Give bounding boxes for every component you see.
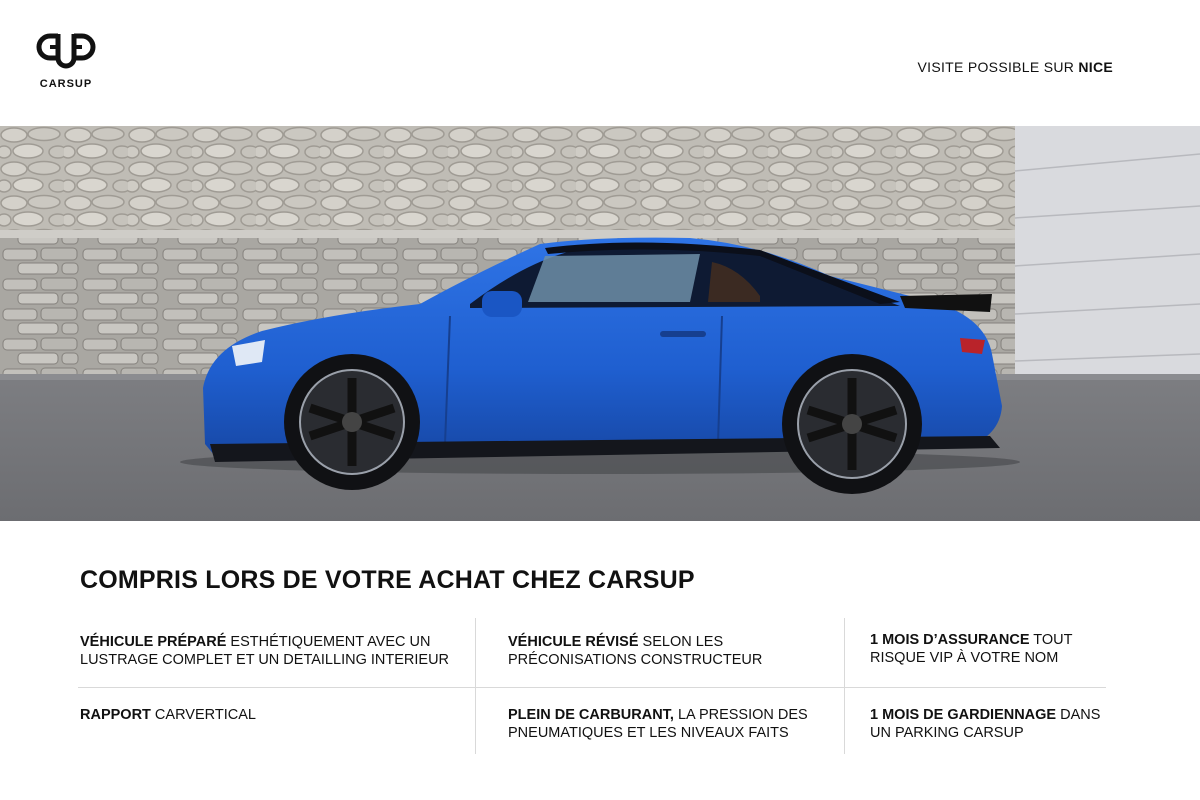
divider-horizontal: [78, 687, 1106, 688]
divider-vertical-2: [844, 618, 845, 754]
feature-preparation: [80, 633, 460, 669]
feature-bold: VÉHICULE PRÉPARÉ: [80, 634, 227, 650]
feature-text: DANS UN PARKING CARSUP: [870, 707, 1101, 741]
feature-revision: [508, 633, 808, 669]
feature-text: SELON LES PRÉCONISATIONS CONSTRUCTEUR: [508, 634, 763, 668]
section-title: COMPRIS LORS DE VOTRE ACHAT CHEZ CARSUP: [80, 566, 695, 594]
carsup-logo-icon: [36, 28, 96, 76]
feature-text: ESTHÉTIQUEMENT AVEC UN LUSTRAGE COMPLET ET UN DETAILLING INTERIEUR: [80, 634, 450, 668]
visit-prefix: VISITE POSSIBLE SUR: [917, 59, 1079, 75]
rear-wheel: [782, 354, 922, 494]
logo-text: CARSUP: [39, 78, 93, 90]
header: [0, 0, 1200, 126]
feature-bold: PLEIN DE CARBURANT,: [508, 707, 674, 723]
divider-vertical-1: [475, 618, 476, 754]
feature-text: TOUT RISQUE VIP À VOTRE NOM: [870, 632, 1073, 666]
feature-report: [80, 706, 460, 724]
feature-text: LA PRESSION DES PNEUMATIQUES ET LES NIVEAUX FAITS: [508, 707, 808, 741]
feature-bold: 1 MOIS D’ASSURANCE: [870, 632, 1030, 648]
feature-bold: VÉHICULE RÉVISÉ: [508, 634, 639, 650]
feature-bold: 1 MOIS DE GARDIENNAGE: [870, 707, 1057, 723]
feature-parking: [870, 706, 1106, 742]
feature-insurance: [870, 631, 1106, 667]
visit-city: NICE: [1078, 59, 1113, 75]
car-photo: [0, 126, 1200, 521]
feature-fuel: [508, 706, 838, 742]
feature-text: CARVERTICAL: [150, 707, 256, 723]
carsup-logo[interactable]: [32, 28, 100, 90]
visit-location: [918, 59, 1113, 75]
hero-image: [0, 126, 1200, 521]
front-wheel: [284, 354, 420, 490]
features-grid: [78, 618, 1106, 754]
feature-bold: RAPPORT: [80, 707, 151, 723]
